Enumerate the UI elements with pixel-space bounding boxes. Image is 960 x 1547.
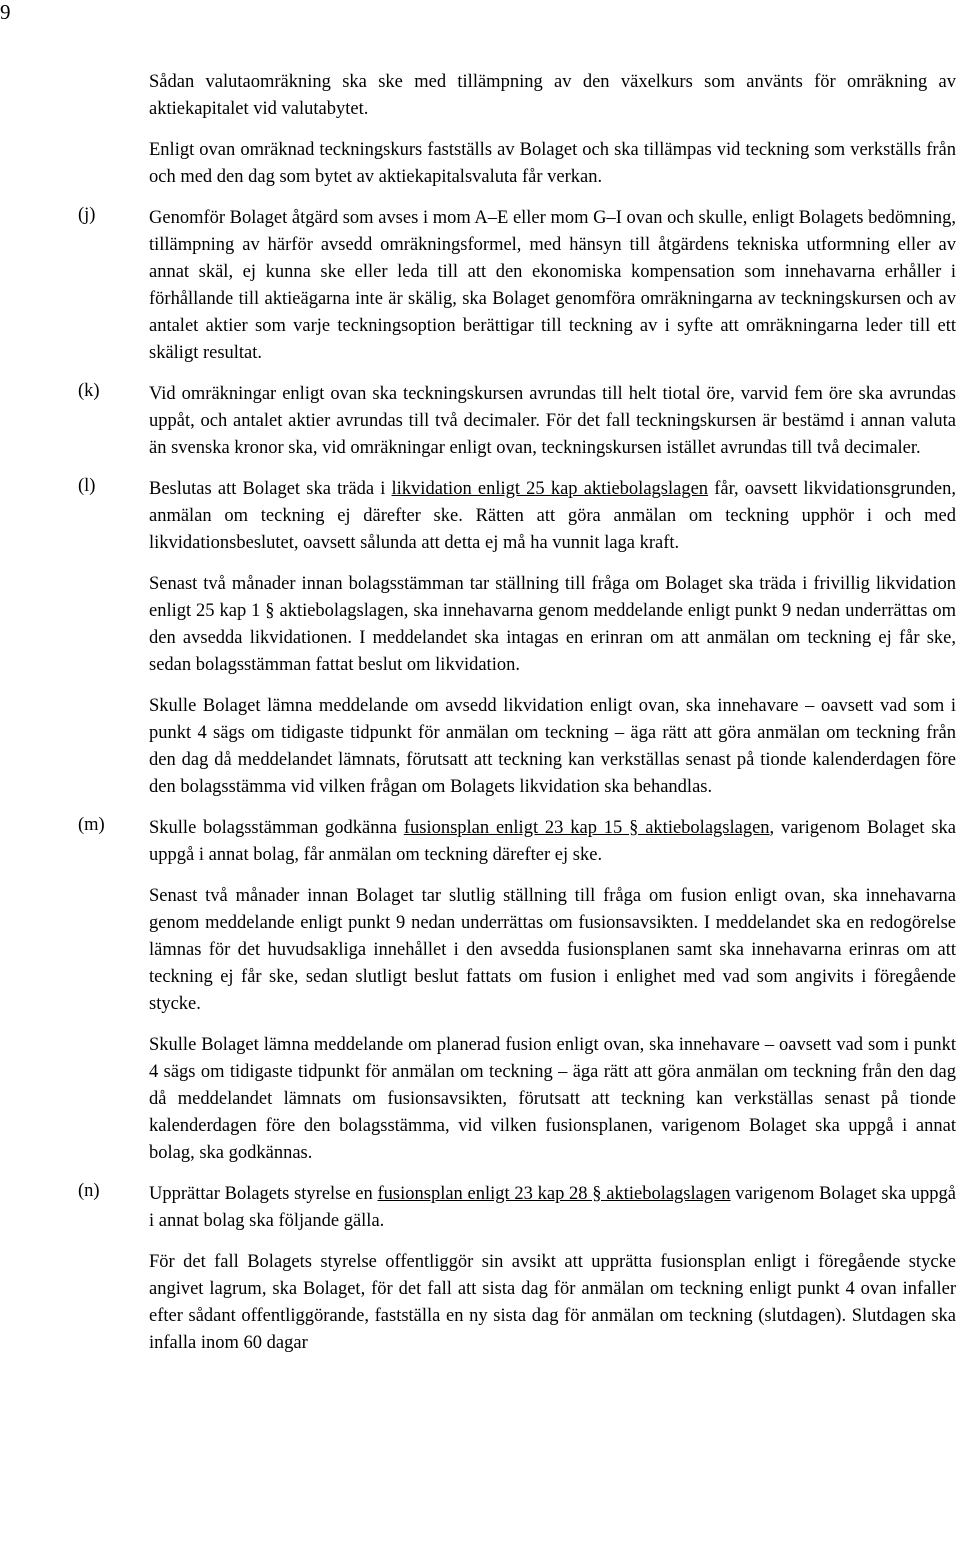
section-k — [78, 381, 956, 462]
section-n-text-pre: Upprättar Bolagets styrelse en — [149, 1184, 378, 1204]
page-number: 9 — [0, 0, 11, 24]
section-m-paragraph-3: Skulle Bolaget lämna meddelande om planerad fusion enligt ovan, ska innehavare – oavsett vad som i punkt 4 sägs om tidigaste tidpunkt för anmälan om teckning – äga rätt att göra anmälan om teckning från den dag då meddelandet lämnats om fusionsavsikten, förutsatt att teckning kan verkställas senast på tionde kalenderdagen före den bolagsstämma, vid vilken fusionsplanen, varigenom Bolaget ska uppgå i annat bolag, ska godkännas. — [149, 1035, 956, 1163]
intro-paragraph-2: Enligt ovan omräknad teckningskurs fastställs av Bolaget och ska tillämpas vid teckning som verkställs från och med den dag som bytet av aktiekapitalsvaluta får verkan. — [149, 140, 956, 187]
section-n — [78, 1181, 956, 1357]
section-m — [78, 815, 956, 1167]
section-l-paragraph-3: Skulle Bolaget lämna meddelande om avsedd likvidation enligt ovan, ska innehavare – oavsett vad som i punkt 4 sägs om tidigaste tidpunkt för anmälan om teckning – äga rätt att göra anmälan om teckning från den dag då meddelandet lämnats, förutsatt att teckning kan verkställas senast på tionde kalenderdagen före den bolagsstämma vid vilken frågan om Bolagets likvidation ska behandlas. — [149, 696, 956, 797]
section-m-label: (m) — [78, 815, 105, 835]
section-m-law-reference: fusionsplan enligt 23 kap 15 § aktiebolagslagen — [403, 818, 770, 838]
section-m-paragraph-1 — [149, 815, 956, 869]
section-j-paragraph-1: Genomför Bolaget åtgärd som avses i mom A–E eller mom G–I ovan och skulle, enligt Bolagets bedömning, tillämpning av härför avsedd omräkningsformel, med hänsyn till åtgärdens tekniska utformning eller av annat skäl, ej kunna ske eller leda till att den ekonomiska kompensation som innehavarna erhåller i förhållande till aktieägarna inte är skälig, ska Bolaget genomföra omräkningarna av teckningskursen och av antalet aktier som varje teckningsoption berättigar till teckning av i syfte att omräkningarna leder till ett skäligt resultat. — [149, 208, 956, 363]
section-l-text-pre: Beslutas att Bolaget ska träda i — [149, 479, 392, 499]
section-j-label: (j) — [78, 205, 96, 225]
section-m-text-post: , varigenom Bolaget ska uppgå i annat bolag, får anmälan om teckning därefter ej ske. — [149, 818, 956, 865]
section-m-text-pre: Skulle bolagsstämman godkänna — [149, 818, 404, 838]
section-n-label: (n) — [78, 1181, 100, 1201]
section-l-paragraph-2: Senast två månader innan bolagsstämman tar ställning till fråga om Bolaget ska träda i frivillig likvidation enligt 25 kap 1 § aktiebolagslagen, ska innehavarna genom meddelande enligt punkt 9 nedan underrättas om den avsedda likvidationen. I meddelandet ska intagas en erinran om att anmälan om teckning ej får ske, sedan bolagsstämman fattat beslut om likvidation. — [149, 574, 956, 675]
section-l-law-reference: likvidation enligt 25 kap aktiebolagslagen — [391, 479, 709, 499]
section-n-law-reference: fusionsplan enligt 23 kap 28 § aktiebolagslagen — [377, 1184, 731, 1204]
section-j — [78, 205, 956, 367]
section-l-label: (l) — [78, 476, 96, 496]
section-l — [78, 476, 956, 801]
section-n-paragraph-2: För det fall Bolagets styrelse offentliggör sin avsikt att upprätta fusionsplan enligt i föregående stycke angivet lagrum, ska Bolaget, för det fall att sista dag för anmälan om teckning enligt punkt 4 ovan infaller efter sådant offentliggörande, fastställa en ny sista dag för anmälan om teckning (slutdagen). Slutdagen ska infalla inom 60 dagar — [149, 1252, 956, 1353]
section-l-text-post: får, oavsett likvidationsgrunden, anmälan om teckning ej därefter ske. Rätten att göra anmälan om teckning upphör i och med likvidationsbeslutet, oavsett sålunda att detta ej må ha vunnit laga kraft. — [149, 479, 956, 553]
section-n-paragraph-1 — [149, 1181, 956, 1235]
intro-paragraph-1: Sådan valutaomräkning ska ske med tillämpning av den växelkurs som använts för omräkning av aktiekapitalet vid valutabytet. — [149, 72, 956, 119]
intro-section — [78, 69, 956, 191]
section-k-label: (k) — [78, 381, 100, 401]
section-n-text-post: varigenom Bolaget ska uppgå i annat bolag ska följande gälla. — [149, 1184, 956, 1231]
document-body — [78, 69, 956, 1371]
section-k-paragraph-1: Vid omräkningar enligt ovan ska teckningskursen avrundas till helt tiotal öre, varvid fem öre ska avrundas uppåt, och antalet aktier avrundas till två decimaler. För det fall teckningskursen är bestämd i annan valuta än svenska kronor ska, vid omräkningar enligt ovan, teckningskursen istället avrundas till två decimaler. — [149, 384, 956, 458]
section-m-paragraph-2: Senast två månader innan Bolaget tar slutlig ställning till fråga om fusion enligt ovan, ska innehavarna genom meddelande enligt punkt 9 nedan underrättas om fusionsavsikten. I meddelandet ska en redogörelse lämnas för det huvudsakliga innehållet i den avsedda fusionsplanen samt ska innehavarna erinras om att teckning ej får ske, sedan slutligt beslut fattats om fusion i enlighet med vad som angivits i föregående stycke. — [149, 886, 956, 1014]
section-l-paragraph-1 — [149, 476, 956, 557]
